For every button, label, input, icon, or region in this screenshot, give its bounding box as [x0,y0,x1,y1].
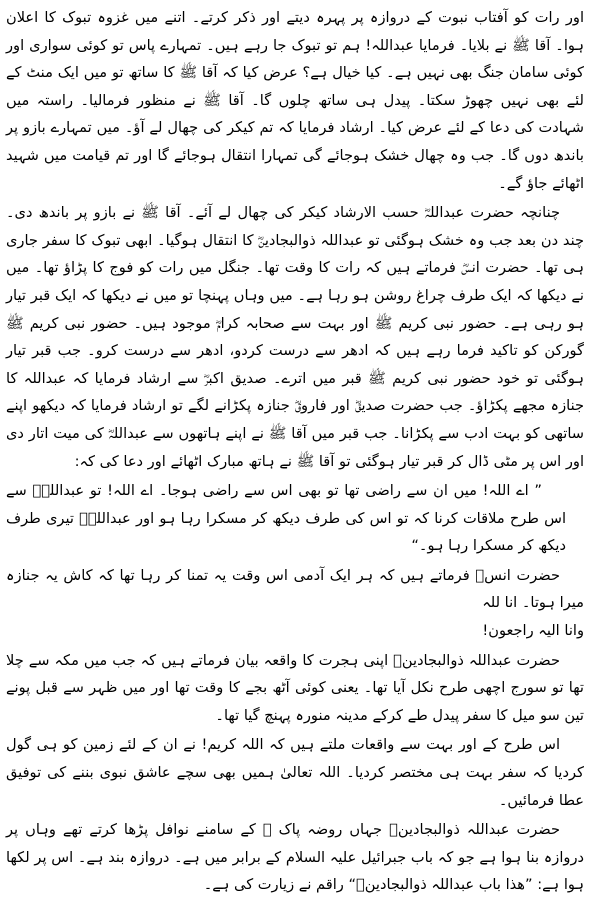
paragraph-2: چنانچہ حضرت عبداللہؓ حسب الارشاد کیکر کی چھال لے آئے۔ آقا ﷺ نے بازو پر باندھ دی۔ چند دن بعد جب وہ خشک ہوگئی تو عبداللہ ذوالبجادینؓ کا انتقال ہوگیا۔ ابھی تبوک کا سفر جاری ہی تھا۔ حضرت انسؓ فرماتے ہیں کہ رات کا وقت تھا۔ جنگل میں رات کو فوج کا پڑاؤ تھا۔ میں نے دیکھا کہ ایک طرف چراغ روشن ہو رہا ہے۔ میں وہاں پہنچا تو میں نے دیکھا کہ ایک قبر تیار ہو رہی ہے۔ حضور نبی کریم ﷺ اور بہت سے صحابہ کرامؓ موجود ہیں۔ حضور نبی کریم ﷺ گورکن کو تاکید فرما رہے ہیں کہ ادھر سے درست کردو، ادھر سے درست کرو۔ جب قبر تیار ہوگئی تو خود حضور نبی کریم ﷺ قبر میں اترے۔ صدیق اکبرؓ سے ارشاد فرمایا کہ عبداللہ کا جنازہ مجھے پکڑاؤ۔ جب حضرت صدیقؓ اور فاروقؓ جنازہ پکڑانے لگے تو ارشاد فرمایا کہ دیکھو اپنے ساتھی کو بہت ادب سے پکڑانا۔ جب قبر میں آقا ﷺ نے اپنے ہاتھوں سے عبداللہؓ کی میت اتار دی اور اس پر مٹی ڈال کر قبر تیار ہوگئی تو آقا ﷺ نے ہاتھ مبارک اٹھائے اور دعا کی کہ: [6,204,584,470]
prayer-quote: ” اے اللہ! میں ان سے راضی تھا تو بھی اس سے راضی ہوجا۔ اے اللہ! تو عبداللہؓ سے اس طرح ملاقات کرنا کہ تو اس کی طرف دیکھ کر مسکرا رہا ہو اور عبداللہؓ تیری طرف دیکھ کر مسکرا رہا ہو۔“ [6,482,566,555]
paragraph-4: حضرت انسؓ فرماتے ہیں کہ ہر ایک آدمی اس وقت یہ تمنا کر رہا تھا کہ کاش یہ جنازہ میرا ہوتا۔ انا للہ [6,566,584,612]
paragraph-8: حضرت عبداللہ ذوالبجادینؓ جہاں روضہ پاک ﷺ کے سامنے نوافل پڑھا کرتے تھے وہاں پر دروازہ بنا ہوا ہے جو کہ باب جبرائیل علیہ السلام کے برابر میں ہے۔ دروازہ بند ہے۔ اس پر لکھا ہوا ہے: ”ھذا باب عبداللہ ذوالبجادینؓ“ راقم نے زیارت کی ہے۔ [6,821,584,894]
paragraph-5: وانا الیہ راجعون! [482,622,584,640]
paragraph-7: اس طرح کے اور بہت سے واقعات ملتے ہیں کہ اللہ کریم! نے ان کے لئے زمین کو ہی گول کردیا کہ سفر بہت ہی مختصر کردیا۔ اللہ تعالیٰ ہمیں بھی سچے عاشق نبوی بننے کی توفیق عطا فرمائیں۔ [6,736,584,809]
paragraph-1: اور رات کو آفتاب نبوت کے دروازہ پر پہرہ دیتے اور ذکر کرتے۔ اتنے میں غزوہ تبوک کا اعلان ہوا۔ آقا ﷺ نے بلایا۔ فرمایا عبداللہ! ہم تو تبوک جا رہے ہیں۔ تمہارے پاس تو کوئی سواری اور کوئی سامان جنگ بھی نہیں ہے۔ کیا خیال ہے؟ عرض کیا کہ آقا ﷺ کا ساتھ تو میں ایک منٹ کے لئے بھی نہیں چھوڑ سکتا۔ پیدل ہی ساتھ چلوں گا۔ آقا ﷺ نے منظور فرمالیا۔ راستہ میں شہادت کی دعا کے لئے عرض کیا۔ ارشاد فرمایا کہ تم کیکر کی چھال لے آؤ۔ میں تمہارے بازو پر باندھ دوں گا۔ جب وہ چھال خشک ہوجائے گی تمہارا انتقال ہوجائے گا اور تم قیامت میں شہید اٹھائے جاؤ گے۔ [6,9,584,192]
paragraph-6: حضرت عبداللہ ذوالبجادینؓ اپنی ہجرت کا واقعہ بیان فرماتے ہیں کہ جب میں مکہ سے چلا تھا تو سورج اچھی طرح نکل آیا تھا۔ یعنی کوئی آٹھ بجے کا وقت تھا اور میں ظہر سے قبل پونے تین سو میل کا سفر پیدل طے کرکے مدینہ منورہ پہنچ گیا تھا۔ [6,651,584,724]
document-page [6,4,584,912]
